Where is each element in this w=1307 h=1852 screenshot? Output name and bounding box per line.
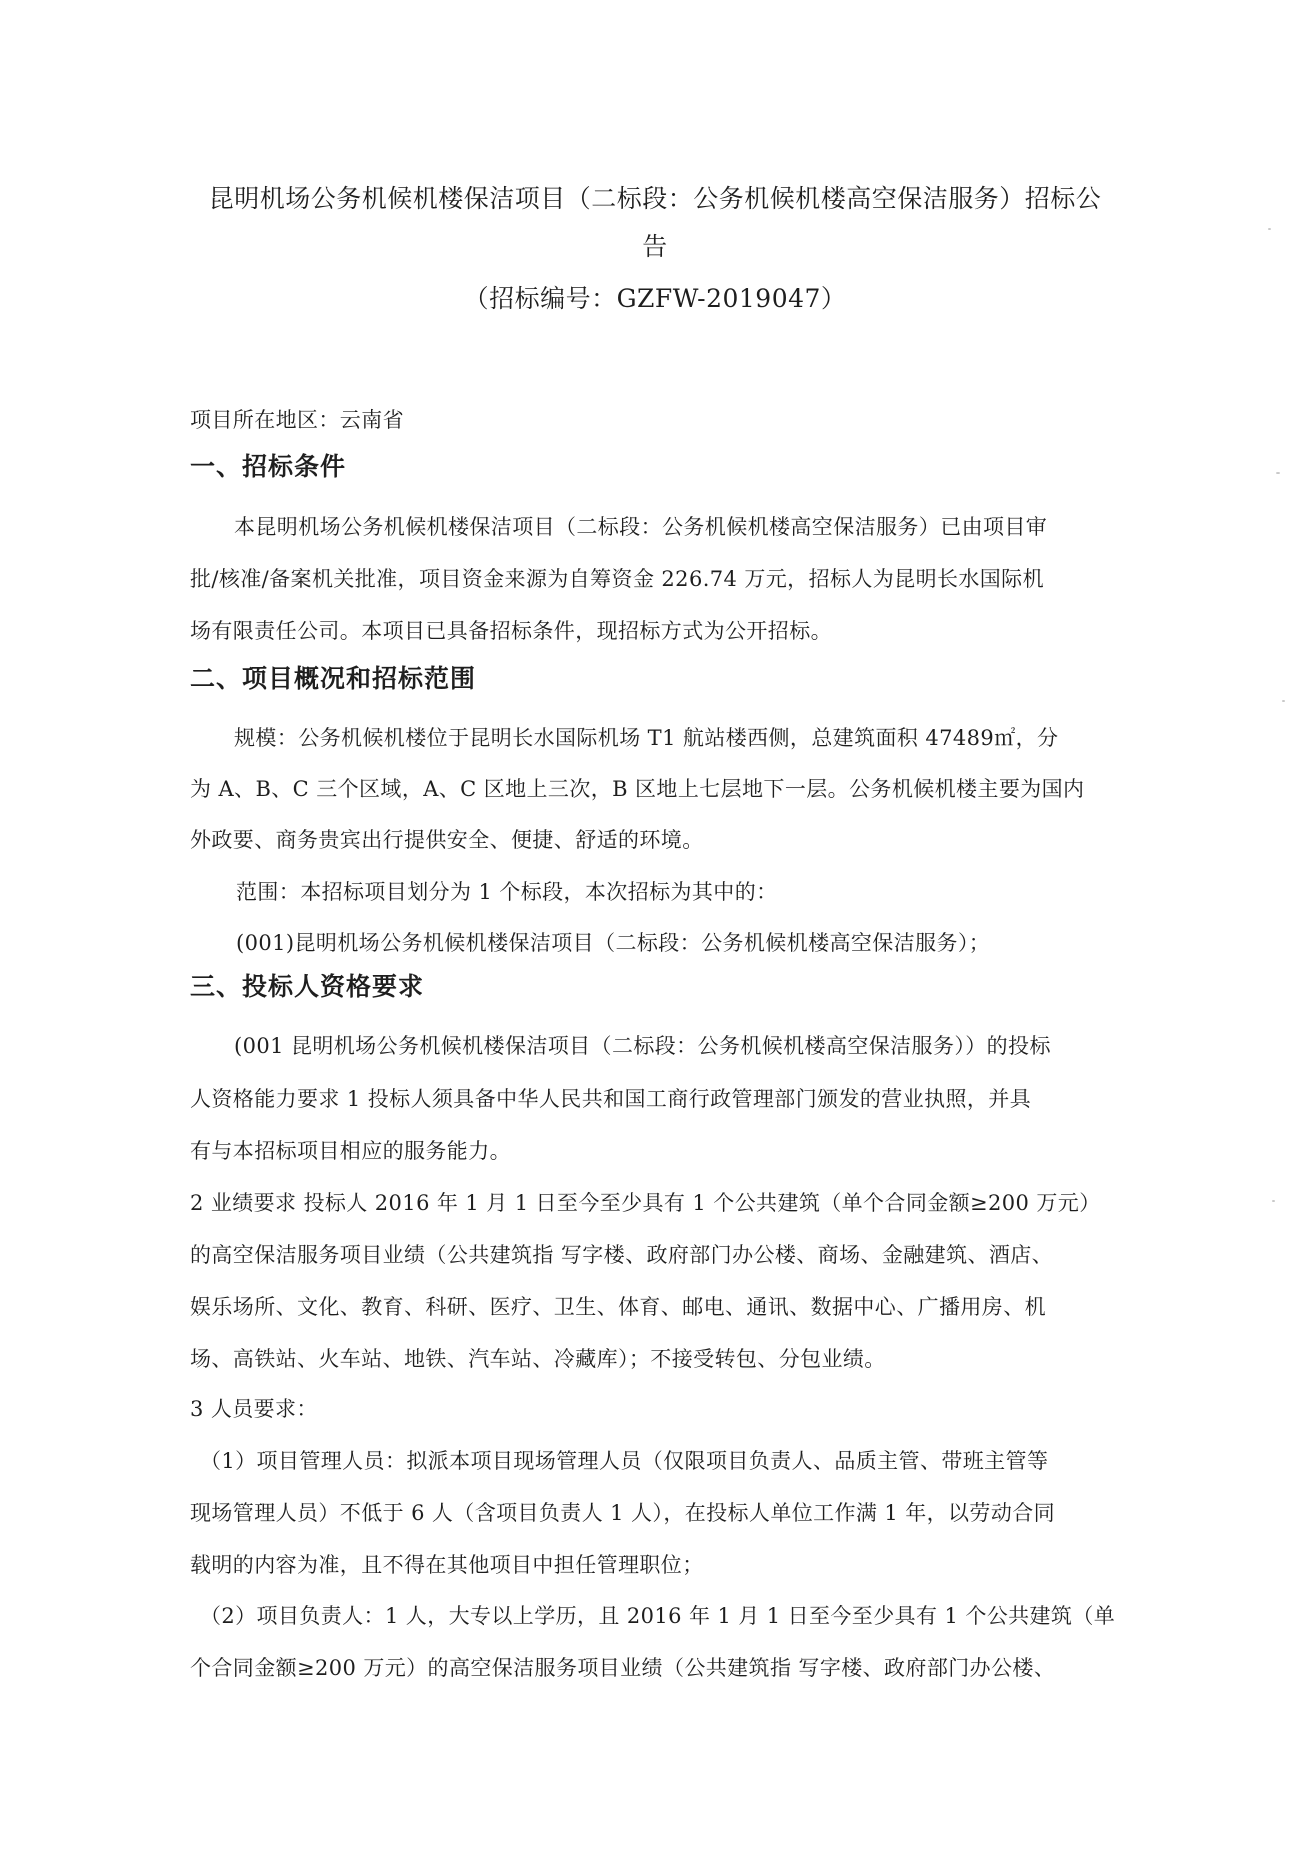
paragraph-line: 有与本招标项目相应的服务能力。 [190,1139,511,1163]
paragraph-line: 的高空保洁服务项目业绩（公共建筑指 写字楼、政府部门办公楼、商场、金融建筑、酒店、 [190,1243,1054,1267]
paragraph-line: 场、高铁站、火车站、地铁、汽车站、冷藏库）；不接受转包、分包业绩。 [190,1347,886,1371]
paragraph-line: 现场管理人员）不低于 6 人（含项目负责人 1 人），在投标人单位工作满 1 年，以劳动合同 [190,1501,1056,1525]
document-title-line-2: 告 [642,232,668,261]
section-heading-tender-conditions: 一、招标条件 [190,452,347,481]
paragraph-line: (001 昆明机场公务机候机楼保洁项目（二标段：公务机候机楼高空保洁服务））的投标 [234,1034,1051,1058]
paragraph-line: 批/核准/备案机关批准，项目资金来源为自筹资金 226.74 万元，招标人为昆明长水国际机 [190,567,1044,591]
paragraph-line: 2 业绩要求 投标人 2016 年 1 月 1 日至今至少具有 1 个公共建筑（单个合同金额≥200 万元） [190,1191,1101,1215]
scan-speck [1268,228,1271,230]
paragraph-line: （2）项目负责人：1 人，大专以上学历，且 2016 年 1 月 1 日至今至少具有 1 个公共建筑（单 [200,1604,1116,1628]
paragraph-line: 外政要、商务贵宾出行提供安全、便捷、舒适的环境。 [190,828,704,852]
section-heading-bidder-qualifications: 三、投标人资格要求 [190,972,425,1001]
scan-speck [1272,1200,1275,1202]
project-region: 项目所在地区：云南省 [190,408,404,432]
section-heading-project-overview: 二、项目概况和招标范围 [190,664,477,693]
paragraph-line: 3 人员要求： [190,1397,318,1421]
paragraph-line: 场有限责任公司。本项目已具备招标条件，现招标方式为公开招标。 [190,619,832,643]
scan-speck [1276,472,1280,474]
paragraph-line: 本昆明机场公务机候机楼保洁项目（二标段：公务机候机楼高空保洁服务）已由项目审 [234,515,1048,539]
paragraph-line: （1）项目管理人员：拟派本项目现场管理人员（仅限项目负责人、品质主管、带班主管等 [200,1449,1049,1473]
paragraph-line: 范围：本招标项目划分为 1 个标段，本次招标为其中的： [236,880,778,904]
paragraph-line: 娱乐场所、文化、教育、科研、医疗、卫生、体育、邮电、通讯、数据中心、广播用房、机 [190,1295,1046,1319]
paragraph-line: (001)昆明机场公务机候机楼保洁项目（二标段：公务机候机楼高空保洁服务）； [236,931,991,955]
paragraph-line: 人资格能力要求 1 投标人须具备中华人民共和国工商行政管理部门颁发的营业执照，并具 [190,1087,1032,1111]
paragraph-line: 个合同金额≥200 万元）的高空保洁服务项目业绩（公共建筑指 写字楼、政府部门办公楼、 [190,1656,1056,1680]
tender-number: （招标编号：GZFW-2019047） [463,284,847,313]
paragraph-line: 规模：公务机候机楼位于昆明长水国际机场 T1 航站楼西侧，总建筑面积 47489㎡，分 [234,726,1059,750]
paragraph-line: 载明的内容为准，且不得在其他项目中担任管理职位； [190,1553,704,1577]
document-title-line-1: 昆明机场公务机候机楼保洁项目（二标段：公务机候机楼高空保洁服务）招标公 [208,184,1102,213]
scan-speck [1282,700,1285,702]
paragraph-line: 为 A、B、C 三个区域，A、C 区地上三次，B 区地上七层地下一层。公务机候机楼主要为国内 [190,777,1085,801]
